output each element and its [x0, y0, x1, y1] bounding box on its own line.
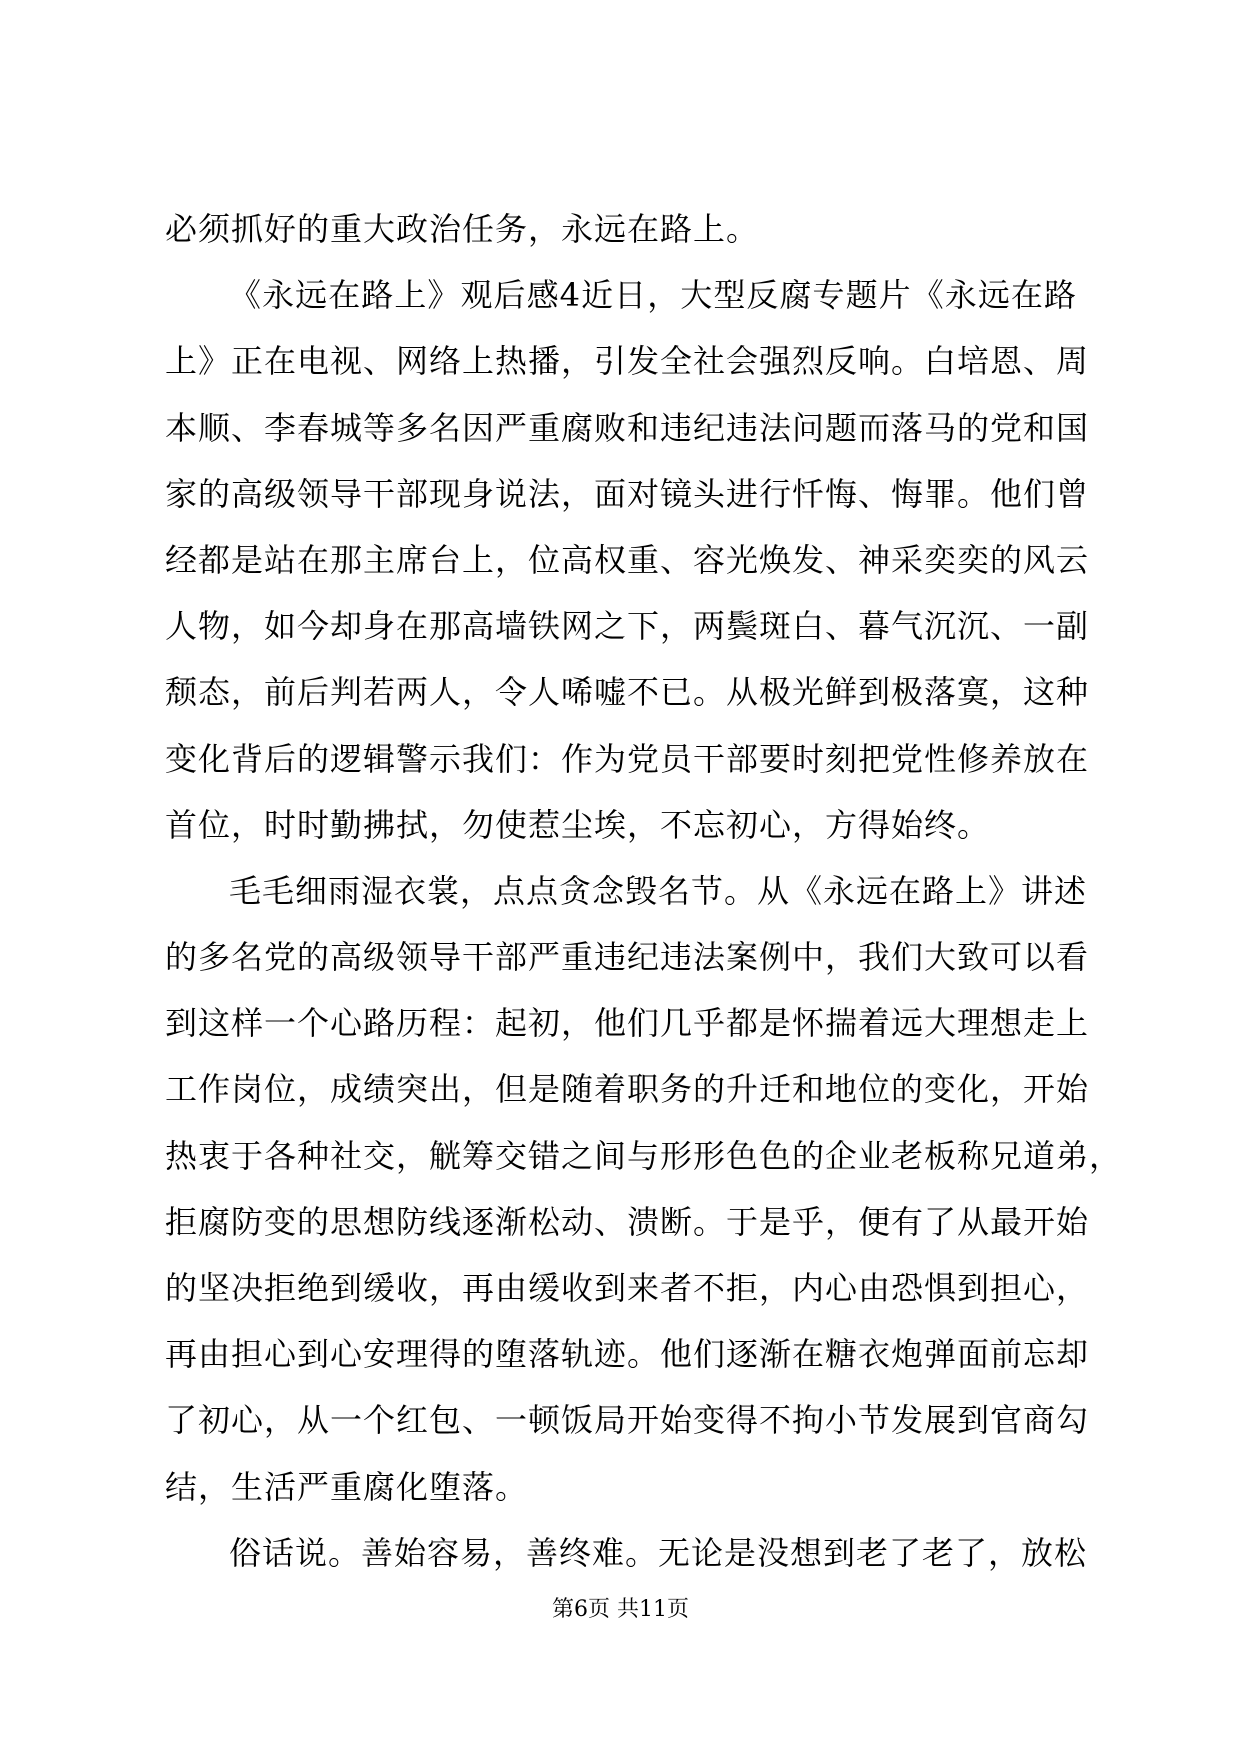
- text-line: 了初心，从一个红包、一顿饭局开始变得不拘小节发展到官商勾: [165, 1401, 1090, 1440]
- text-line: 工作岗位，成绩突出，但是随着职务的升迁和地位的变化，开始: [165, 1070, 1090, 1109]
- text-line: 《永远在路上》观后感4近日，大型反腐专题片《永远在路: [229, 276, 1077, 315]
- text-line: 俗话说。善始容易，善终难。无论是没想到老了老了，放松: [229, 1533, 1088, 1572]
- text-line: 人物，如今却身在那高墙铁网之下，两鬓斑白、暮气沉沉、一副: [165, 607, 1090, 646]
- text-line: 必须抓好的重大政治任务，永远在路上。: [165, 210, 760, 248]
- document-body: [165, 196, 1123, 1586]
- text-line: 的多名党的高级领导干部严重违纪违法案例中，我们大致可以看: [165, 938, 1090, 977]
- text-line: 的坚决拒绝到缓收，再由缓收到来者不拒，内心由恐惧到担心，: [165, 1269, 1090, 1307]
- page-number-footer: 第6页 共11页: [552, 1597, 689, 1622]
- text-line: 到这样一个心路历程：起初，他们几乎都是怀揣着远大理想走上: [165, 1004, 1090, 1043]
- text-line: 家的高级领导干部现身说法，面对镜头进行忏悔、悔罪。他们曾: [165, 474, 1090, 513]
- text-line: 拒腐防变的思想防线逐渐松动、溃断。于是乎，便有了从最开始: [165, 1202, 1090, 1241]
- text-line: 再由担心到心安理得的堕落轨迹。他们逐渐在糖衣炮弹面前忘却: [165, 1335, 1090, 1374]
- text-line: 本顺、李春城等多名因严重腐败和违纪违法问题而落马的党和国: [165, 408, 1090, 447]
- text-line: 变化背后的逻辑警示我们：作为党员干部要时刻把党性修养放在: [165, 739, 1090, 778]
- text-line: 热衷于各种社交，觥筹交错之间与形形色色的企业老板称兄道弟，: [165, 1136, 1123, 1175]
- text-line: 颓态，前后判若两人，令人唏嘘不已。从极光鲜到极落寞，这种: [165, 673, 1090, 712]
- text-line: 毛毛细雨湿衣裳，点点贪念毁名节。从《永远在路上》讲述: [229, 871, 1088, 910]
- text-line: 首位，时时勤拂拭，勿使惹尘埃，不忘初心，方得始终。: [165, 805, 991, 844]
- text-line: 结，生活严重腐化堕落。: [165, 1467, 529, 1506]
- text-line: 上》正在电视、网络上热播，引发全社会强烈反响。白培恩、周: [165, 342, 1090, 381]
- text-line: 经都是站在那主席台上，位高权重、容光焕发、神采奕奕的风云: [165, 540, 1090, 579]
